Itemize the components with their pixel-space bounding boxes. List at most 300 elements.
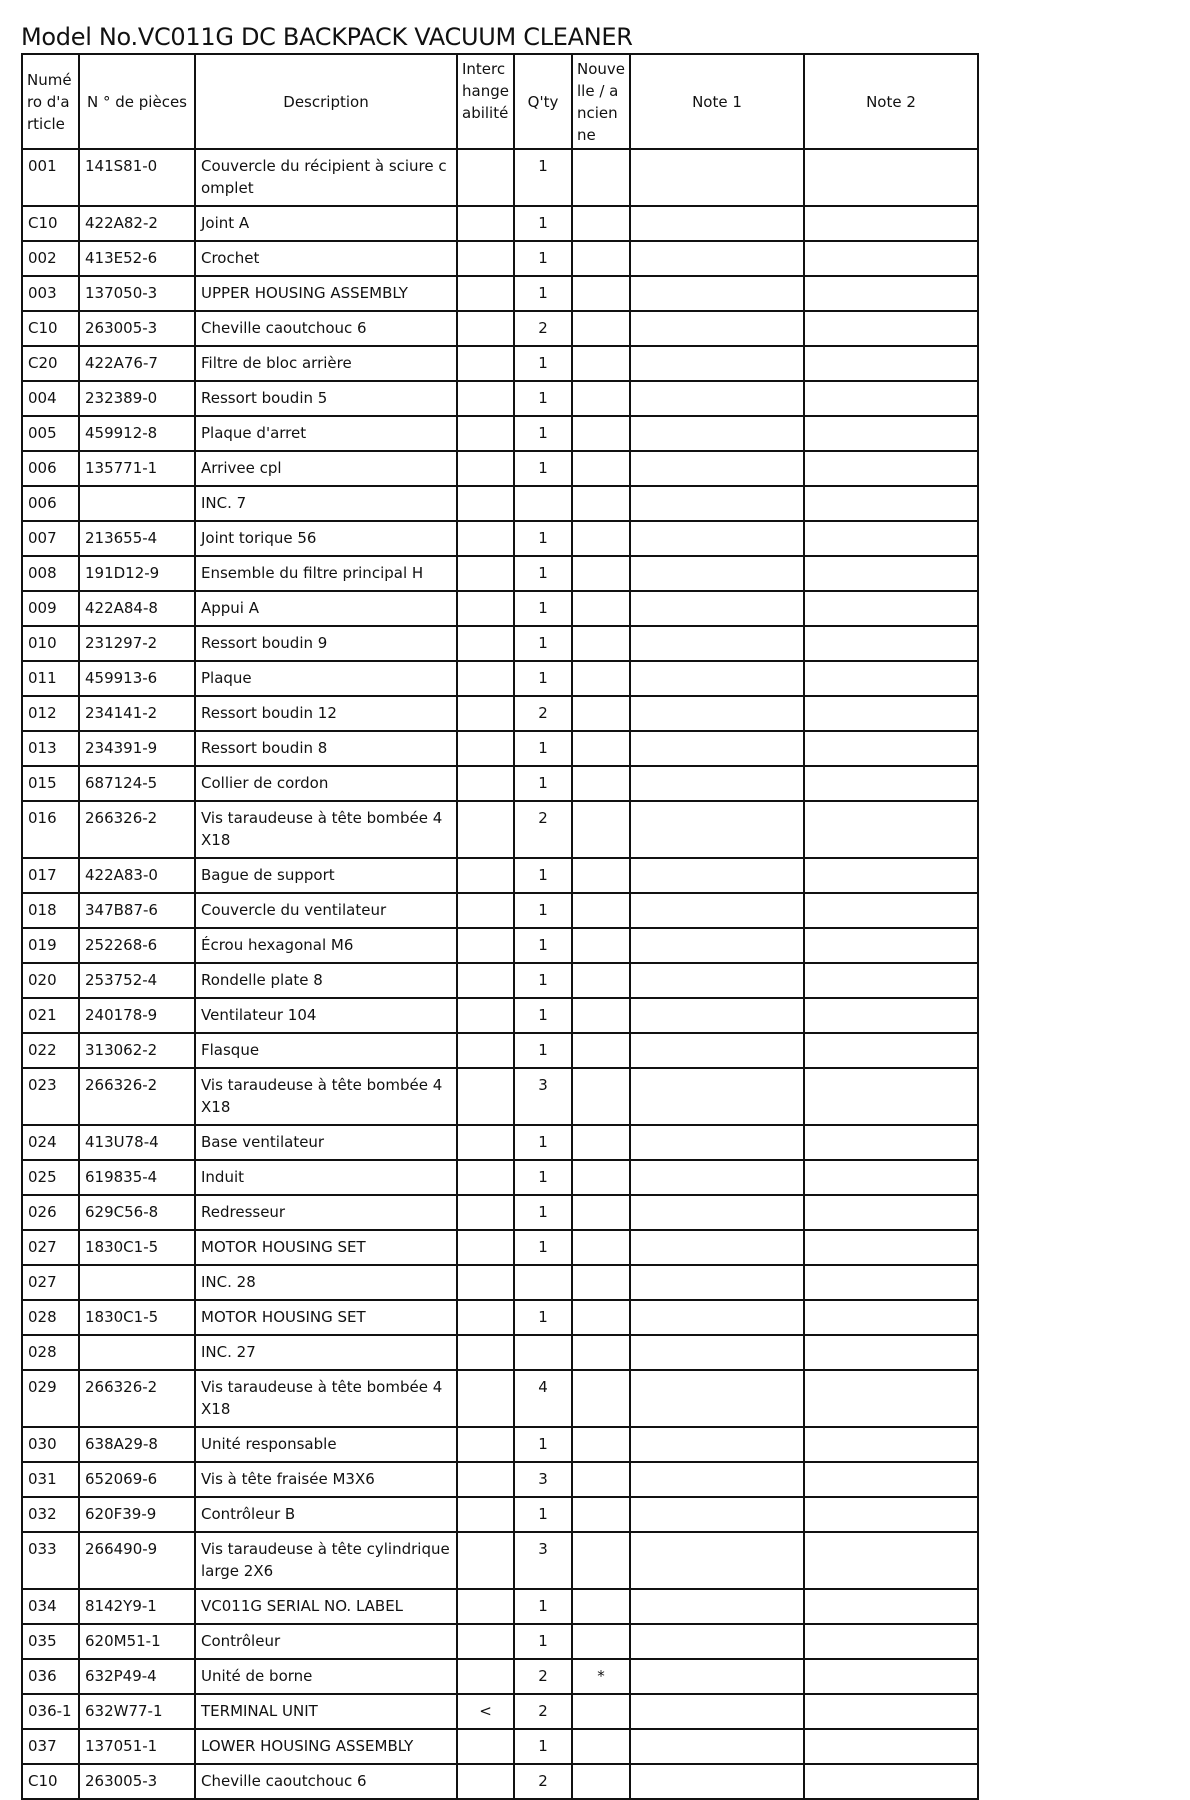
cell-note2 (804, 241, 978, 276)
cell-note2 (804, 206, 978, 241)
cell-note1 (630, 1033, 804, 1068)
table-row (22, 591, 978, 626)
cell-note2 (804, 451, 978, 486)
cell-interchangeability (457, 1370, 514, 1427)
cell-new-old (572, 276, 630, 311)
cell-part-no: 141S81-0 (79, 149, 195, 206)
cell-part-no: 629C56-8 (79, 1195, 195, 1230)
cell-interchangeability (457, 1589, 514, 1624)
table-header-row (22, 54, 978, 149)
cell-new-old (572, 893, 630, 928)
cell-part-no: 266490-9 (79, 1532, 195, 1589)
cell-part-no: 263005-3 (79, 311, 195, 346)
cell-note1 (630, 1462, 804, 1497)
cell-item-no: 027 (22, 1230, 79, 1265)
cell-part-no: 231297-2 (79, 626, 195, 661)
cell-part-no: 422A83-0 (79, 858, 195, 893)
cell-new-old (572, 1370, 630, 1427)
cell-new-old (572, 661, 630, 696)
cell-new-old (572, 1300, 630, 1335)
cell-item-no: 003 (22, 276, 79, 311)
cell-qty: 1 (514, 149, 572, 206)
cell-interchangeability (457, 928, 514, 963)
table-row (22, 451, 978, 486)
table-row (22, 1427, 978, 1462)
cell-part-no: 638A29-8 (79, 1427, 195, 1462)
cell-new-old (572, 1033, 630, 1068)
cell-note2 (804, 381, 978, 416)
cell-description: Ensemble du filtre principal H (195, 556, 457, 591)
table-row (22, 1195, 978, 1230)
table-row (22, 1659, 978, 1694)
cell-new-old (572, 1230, 630, 1265)
cell-interchangeability (457, 206, 514, 241)
cell-description: Ressort boudin 5 (195, 381, 457, 416)
cell-new-old (572, 1589, 630, 1624)
cell-qty: 1 (514, 1497, 572, 1532)
cell-qty: 1 (514, 1589, 572, 1624)
cell-new-old (572, 1729, 630, 1764)
cell-note1 (630, 1729, 804, 1764)
table-row (22, 928, 978, 963)
cell-description: Vis taraudeuse à tête bombée 4X18 (195, 1370, 457, 1427)
cell-note1 (630, 1300, 804, 1335)
cell-new-old (572, 1265, 630, 1300)
cell-qty: 1 (514, 1729, 572, 1764)
cell-item-no: 034 (22, 1589, 79, 1624)
cell-description: Unité responsable (195, 1427, 457, 1462)
cell-note2 (804, 1230, 978, 1265)
cell-qty: 1 (514, 858, 572, 893)
cell-new-old: * (572, 1659, 630, 1694)
cell-new-old (572, 1068, 630, 1125)
cell-interchangeability (457, 149, 514, 206)
cell-qty: 1 (514, 416, 572, 451)
cell-description: Crochet (195, 241, 457, 276)
cell-interchangeability (457, 1300, 514, 1335)
cell-item-no: 024 (22, 1125, 79, 1160)
table-row (22, 346, 978, 381)
table-row (22, 1033, 978, 1068)
cell-note1 (630, 591, 804, 626)
cell-description: INC. 7 (195, 486, 457, 521)
cell-new-old (572, 801, 630, 858)
table-row (22, 416, 978, 451)
cell-part-no: 135771-1 (79, 451, 195, 486)
cell-note2 (804, 521, 978, 556)
cell-description: Ressort boudin 12 (195, 696, 457, 731)
cell-part-no: 263005-3 (79, 1764, 195, 1799)
cell-new-old (572, 858, 630, 893)
cell-note2 (804, 149, 978, 206)
cell-interchangeability (457, 1195, 514, 1230)
cell-item-no: 020 (22, 963, 79, 998)
cell-item-no: 036 (22, 1659, 79, 1694)
cell-item-no: 011 (22, 661, 79, 696)
cell-item-no: 029 (22, 1370, 79, 1427)
cell-item-no: 008 (22, 556, 79, 591)
cell-interchangeability (457, 241, 514, 276)
cell-interchangeability (457, 1462, 514, 1497)
cell-qty: 1 (514, 731, 572, 766)
cell-note1 (630, 1068, 804, 1125)
cell-note1 (630, 928, 804, 963)
cell-item-no: 006 (22, 486, 79, 521)
cell-interchangeability (457, 801, 514, 858)
table-row (22, 1230, 978, 1265)
cell-note2 (804, 1462, 978, 1497)
cell-description: Collier de cordon (195, 766, 457, 801)
cell-note1 (630, 1532, 804, 1589)
cell-description: Contrôleur B (195, 1497, 457, 1532)
table-row (22, 1068, 978, 1125)
cell-interchangeability (457, 893, 514, 928)
table-row (22, 241, 978, 276)
cell-part-no: 191D12-9 (79, 556, 195, 591)
header-new-old: Nouvelle / ancienne (572, 54, 630, 149)
cell-description: Plaque (195, 661, 457, 696)
cell-description: UPPER HOUSING ASSEMBLY (195, 276, 457, 311)
cell-note2 (804, 276, 978, 311)
cell-note1 (630, 696, 804, 731)
cell-part-no (79, 1335, 195, 1370)
cell-new-old (572, 928, 630, 963)
cell-note2 (804, 1532, 978, 1589)
cell-interchangeability (457, 451, 514, 486)
cell-part-no: 459912-8 (79, 416, 195, 451)
cell-interchangeability (457, 1265, 514, 1300)
cell-description: Ventilateur 104 (195, 998, 457, 1033)
cell-part-no: 422A82-2 (79, 206, 195, 241)
cell-item-no: 032 (22, 1497, 79, 1532)
cell-new-old (572, 1335, 630, 1370)
cell-description: Redresseur (195, 1195, 457, 1230)
table-row (22, 1370, 978, 1427)
cell-interchangeability (457, 1033, 514, 1068)
cell-note2 (804, 556, 978, 591)
cell-part-no: 619835-4 (79, 1160, 195, 1195)
cell-part-no: 1830C1-5 (79, 1300, 195, 1335)
cell-qty: 1 (514, 1125, 572, 1160)
table-row (22, 381, 978, 416)
cell-part-no: 687124-5 (79, 766, 195, 801)
cell-part-no: 313062-2 (79, 1033, 195, 1068)
cell-description: Unité de borne (195, 1659, 457, 1694)
cell-note2 (804, 591, 978, 626)
cell-interchangeability (457, 486, 514, 521)
cell-note2 (804, 1160, 978, 1195)
table-row (22, 661, 978, 696)
cell-note2 (804, 1659, 978, 1694)
cell-description: VC011G SERIAL NO. LABEL (195, 1589, 457, 1624)
cell-interchangeability (457, 626, 514, 661)
cell-qty: 3 (514, 1532, 572, 1589)
cell-description: Filtre de bloc arrière (195, 346, 457, 381)
cell-note2 (804, 893, 978, 928)
cell-new-old (572, 556, 630, 591)
cell-item-no: 036-1 (22, 1694, 79, 1729)
cell-description: Contrôleur (195, 1624, 457, 1659)
cell-qty: 1 (514, 963, 572, 998)
cell-interchangeability (457, 381, 514, 416)
cell-part-no: 1830C1-5 (79, 1230, 195, 1265)
cell-part-no: 234391-9 (79, 731, 195, 766)
cell-qty: 3 (514, 1068, 572, 1125)
cell-description: Vis taraudeuse à tête cylindrique large 2X6 (195, 1532, 457, 1589)
cell-qty: 2 (514, 311, 572, 346)
cell-new-old (572, 1125, 630, 1160)
cell-interchangeability (457, 1068, 514, 1125)
table-row (22, 206, 978, 241)
cell-new-old (572, 1497, 630, 1532)
cell-note1 (630, 1125, 804, 1160)
cell-note2 (804, 1764, 978, 1799)
table-row (22, 731, 978, 766)
cell-description: Base ventilateur (195, 1125, 457, 1160)
cell-description: TERMINAL UNIT (195, 1694, 457, 1729)
table-row (22, 766, 978, 801)
cell-part-no: 413E52-6 (79, 241, 195, 276)
cell-new-old (572, 1624, 630, 1659)
cell-part-no: 266326-2 (79, 1370, 195, 1427)
cell-item-no: 031 (22, 1462, 79, 1497)
cell-new-old (572, 731, 630, 766)
cell-qty: 1 (514, 451, 572, 486)
table-body (22, 149, 978, 1799)
cell-item-no: 012 (22, 696, 79, 731)
cell-new-old (572, 766, 630, 801)
cell-note1 (630, 1230, 804, 1265)
cell-interchangeability (457, 1497, 514, 1532)
cell-note1 (630, 416, 804, 451)
cell-item-no: 023 (22, 1068, 79, 1125)
cell-interchangeability (457, 661, 514, 696)
cell-interchangeability (457, 858, 514, 893)
cell-interchangeability: < (457, 1694, 514, 1729)
cell-note1 (630, 766, 804, 801)
table-row (22, 521, 978, 556)
cell-note1 (630, 1370, 804, 1427)
cell-part-no: 632W77-1 (79, 1694, 195, 1729)
table-row (22, 1462, 978, 1497)
table-row (22, 858, 978, 893)
cell-qty: 1 (514, 206, 572, 241)
cell-note2 (804, 1694, 978, 1729)
cell-item-no: C20 (22, 346, 79, 381)
cell-interchangeability (457, 1729, 514, 1764)
cell-item-no: 018 (22, 893, 79, 928)
cell-qty: 1 (514, 998, 572, 1033)
cell-part-no (79, 1265, 195, 1300)
cell-description: LOWER HOUSING ASSEMBLY (195, 1729, 457, 1764)
cell-new-old (572, 311, 630, 346)
cell-part-no: 347B87-6 (79, 893, 195, 928)
cell-part-no: 240178-9 (79, 998, 195, 1033)
cell-part-no: 252268-6 (79, 928, 195, 963)
cell-item-no: 010 (22, 626, 79, 661)
cell-qty: 1 (514, 1230, 572, 1265)
table-row (22, 1335, 978, 1370)
cell-interchangeability (457, 1230, 514, 1265)
cell-note1 (630, 346, 804, 381)
cell-qty: 1 (514, 1624, 572, 1659)
cell-note2 (804, 416, 978, 451)
cell-part-no: 137051-1 (79, 1729, 195, 1764)
cell-description: Cheville caoutchouc 6 (195, 311, 457, 346)
cell-interchangeability (457, 1764, 514, 1799)
cell-qty: 1 (514, 346, 572, 381)
table-row (22, 149, 978, 206)
cell-qty: 1 (514, 381, 572, 416)
cell-note1 (630, 1624, 804, 1659)
cell-qty: 1 (514, 661, 572, 696)
cell-description: Flasque (195, 1033, 457, 1068)
cell-note1 (630, 801, 804, 858)
cell-item-no: 001 (22, 149, 79, 206)
cell-qty: 3 (514, 1462, 572, 1497)
cell-note2 (804, 1300, 978, 1335)
cell-item-no: 009 (22, 591, 79, 626)
cell-item-no: 004 (22, 381, 79, 416)
cell-description: Joint torique 56 (195, 521, 457, 556)
cell-note2 (804, 998, 978, 1033)
cell-note2 (804, 311, 978, 346)
cell-qty: 1 (514, 591, 572, 626)
cell-interchangeability (457, 1125, 514, 1160)
cell-qty: 1 (514, 1427, 572, 1462)
cell-note2 (804, 928, 978, 963)
cell-part-no: 213655-4 (79, 521, 195, 556)
cell-description: Arrivee cpl (195, 451, 457, 486)
cell-note2 (804, 963, 978, 998)
table-row (22, 1624, 978, 1659)
header-interchangeability: Interchangeabilité (457, 54, 514, 149)
cell-item-no: 025 (22, 1160, 79, 1195)
table-row (22, 1729, 978, 1764)
cell-description: Vis taraudeuse à tête bombée 4X18 (195, 1068, 457, 1125)
cell-qty: 1 (514, 1033, 572, 1068)
cell-description: Bague de support (195, 858, 457, 893)
header-note1: Note 1 (630, 54, 804, 149)
cell-new-old (572, 1532, 630, 1589)
cell-note2 (804, 486, 978, 521)
cell-qty: 2 (514, 696, 572, 731)
cell-part-no: 620F39-9 (79, 1497, 195, 1532)
cell-description: INC. 28 (195, 1265, 457, 1300)
cell-note1 (630, 276, 804, 311)
cell-note1 (630, 661, 804, 696)
table-row (22, 1125, 978, 1160)
cell-qty: 1 (514, 893, 572, 928)
header-note2: Note 2 (804, 54, 978, 149)
cell-item-no: 015 (22, 766, 79, 801)
cell-interchangeability (457, 346, 514, 381)
cell-new-old (572, 381, 630, 416)
cell-part-no: 422A76-7 (79, 346, 195, 381)
cell-description: Vis à tête fraisée M3X6 (195, 1462, 457, 1497)
cell-interchangeability (457, 276, 514, 311)
cell-part-no: 652069-6 (79, 1462, 195, 1497)
cell-qty: 1 (514, 556, 572, 591)
table-row (22, 1764, 978, 1799)
cell-interchangeability (457, 998, 514, 1033)
cell-description: Ressort boudin 8 (195, 731, 457, 766)
cell-interchangeability (457, 1427, 514, 1462)
cell-description: Ressort boudin 9 (195, 626, 457, 661)
cell-description: Cheville caoutchouc 6 (195, 1764, 457, 1799)
cell-description: MOTOR HOUSING SET (195, 1300, 457, 1335)
cell-note1 (630, 486, 804, 521)
cell-note1 (630, 893, 804, 928)
parts-table (21, 53, 979, 1800)
cell-note1 (630, 1764, 804, 1799)
table-row (22, 1532, 978, 1589)
cell-description: Couvercle du récipient à sciure complet (195, 149, 457, 206)
cell-interchangeability (457, 1335, 514, 1370)
cell-item-no: 030 (22, 1427, 79, 1462)
cell-new-old (572, 416, 630, 451)
cell-qty: 2 (514, 1659, 572, 1694)
cell-item-no: 033 (22, 1532, 79, 1589)
table-row (22, 276, 978, 311)
cell-note1 (630, 1589, 804, 1624)
cell-qty: 1 (514, 1160, 572, 1195)
cell-part-no: 422A84-8 (79, 591, 195, 626)
cell-note2 (804, 858, 978, 893)
cell-part-no (79, 486, 195, 521)
cell-note1 (630, 1497, 804, 1532)
cell-item-no: 016 (22, 801, 79, 858)
cell-note1 (630, 998, 804, 1033)
cell-note1 (630, 1335, 804, 1370)
cell-new-old (572, 1160, 630, 1195)
cell-note1 (630, 1195, 804, 1230)
cell-description: Induit (195, 1160, 457, 1195)
cell-note2 (804, 1589, 978, 1624)
cell-new-old (572, 963, 630, 998)
cell-item-no: 026 (22, 1195, 79, 1230)
page-title: Model No.VC011G DC BACKPACK VACUUM CLEANER (21, 23, 633, 51)
cell-note2 (804, 1729, 978, 1764)
cell-note2 (804, 1195, 978, 1230)
cell-part-no: 266326-2 (79, 1068, 195, 1125)
cell-part-no: 8142Y9-1 (79, 1589, 195, 1624)
cell-item-no: 007 (22, 521, 79, 556)
table-row (22, 801, 978, 858)
cell-note1 (630, 241, 804, 276)
cell-item-no: 017 (22, 858, 79, 893)
cell-item-no: 013 (22, 731, 79, 766)
cell-item-no: 019 (22, 928, 79, 963)
cell-qty: 1 (514, 1195, 572, 1230)
cell-note1 (630, 858, 804, 893)
cell-note1 (630, 521, 804, 556)
cell-note1 (630, 451, 804, 486)
cell-qty: 1 (514, 626, 572, 661)
cell-item-no: 022 (22, 1033, 79, 1068)
cell-new-old (572, 591, 630, 626)
cell-new-old (572, 1195, 630, 1230)
cell-note2 (804, 731, 978, 766)
cell-note1 (630, 1265, 804, 1300)
header-part-no: N ° de pièces (79, 54, 195, 149)
table-row (22, 311, 978, 346)
cell-qty: 1 (514, 276, 572, 311)
cell-new-old (572, 241, 630, 276)
cell-interchangeability (457, 731, 514, 766)
cell-qty: 1 (514, 766, 572, 801)
cell-description: Couvercle du ventilateur (195, 893, 457, 928)
